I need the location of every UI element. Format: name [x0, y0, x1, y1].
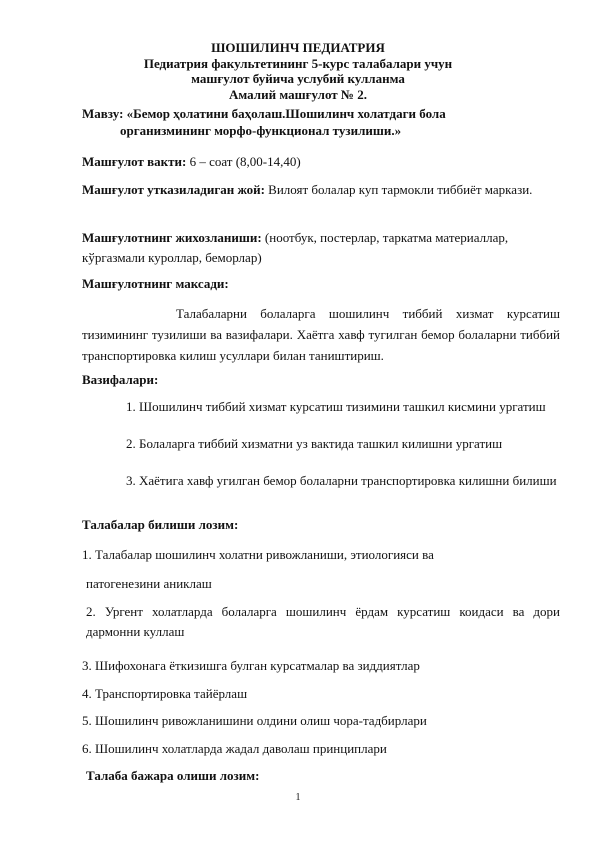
- knowledge-heading: [82, 515, 560, 535]
- knowledge-item-2: 2. Ургент холатларда болаларга шошилинч ёрдам курсатиш коидаси ва дори дармонни куллаш: [86, 604, 560, 639]
- manual-line: машғулот буйича услубий кулланма: [191, 71, 405, 86]
- lesson-time-label: Машғулот вакти:: [82, 154, 187, 169]
- knowledge-item-1-cont: патогенезини аниклаш: [86, 576, 212, 591]
- lesson-equipment-label: Машғулотнинг жихозланиши:: [82, 230, 262, 245]
- skills-heading: [86, 766, 564, 786]
- lesson-time: [82, 152, 560, 172]
- lesson-goal-text: Талабаларни болаларга шошилинч тиббий хизмат курсатиш тизимининг тузилиши ва вазифалари. Хаётга хавф тугилган бемор болаларни тиббий транспортировка килиш усуллари билан таништириш.: [82, 306, 560, 363]
- knowledge-item-5: 5. Шошилинч ривожланишини олдини олиш чора-тадбирлари: [82, 713, 427, 728]
- course-title: ШОШИЛИНЧ ПЕДИАТРИЯ: [211, 40, 385, 55]
- topic-line-1: Мавзу: «Бемор ҳолатини баҳолаш.Шошилинч холатдаги бола: [82, 106, 446, 121]
- topic-line-2: организмининг морфо-функционал тузилиши.»: [120, 123, 402, 138]
- tasks-heading: [82, 370, 560, 390]
- lesson-place-value: Вилоят болалар куп тармокли тиббиёт маркази.: [264, 182, 533, 197]
- lesson-place: [82, 180, 560, 200]
- knowledge-item-3: 3. Шифохонага ёткизишга булган курсатмалар ва зиддиятлар: [82, 658, 420, 673]
- lesson-place-label: Машғулот утказиладиган жой:: [82, 182, 265, 197]
- lesson-number: Амалий машғулот № 2.: [229, 86, 367, 102]
- faculty-line: Педиатрия факультетининг 5-курс талабалари учун: [143, 55, 453, 71]
- knowledge-item-6: 6. Шошилинч холатларда жадал даволаш принциплари: [82, 741, 387, 756]
- skills-label: Талаба бажара олиши лозим:: [86, 768, 260, 783]
- knowledge-item-1: 1. Талабалар шошилинч холатни ривожланиши, этиологияси ва: [82, 547, 434, 562]
- page-number: 1: [295, 792, 301, 803]
- task-item-3: 3. Хаётига хавф угилган бемор болаларни транспортировка килишни билиши: [126, 473, 557, 488]
- knowledge-label: Талабалар билиши лозим:: [82, 517, 239, 532]
- lesson-equipment-value: (ноотбук, постерлар, таркатма материаллар, кўргазмали куроллар, беморлар): [82, 230, 509, 265]
- lesson-time-value: 6 – соат (8,00-14,40): [186, 154, 301, 169]
- lesson-topic: [82, 105, 562, 139]
- lesson-goal-label: Машғулотнинг максади:: [82, 276, 229, 291]
- lesson-goal-heading: [82, 274, 560, 294]
- tasks-label: Вазифалари:: [82, 372, 159, 387]
- document-header: [0, 40, 596, 102]
- task-item-1: 1. Шошилинч тиббий хизмат курсатиш тизимини ташкил кисмини ургатиш: [126, 399, 546, 414]
- lesson-equipment: [82, 228, 560, 268]
- knowledge-item-4: 4. Транспортировка тайёрлаш: [82, 686, 248, 701]
- task-item-2: 2. Болаларга тиббий хизматни уз вактида ташкил килишни ургатиш: [126, 436, 503, 451]
